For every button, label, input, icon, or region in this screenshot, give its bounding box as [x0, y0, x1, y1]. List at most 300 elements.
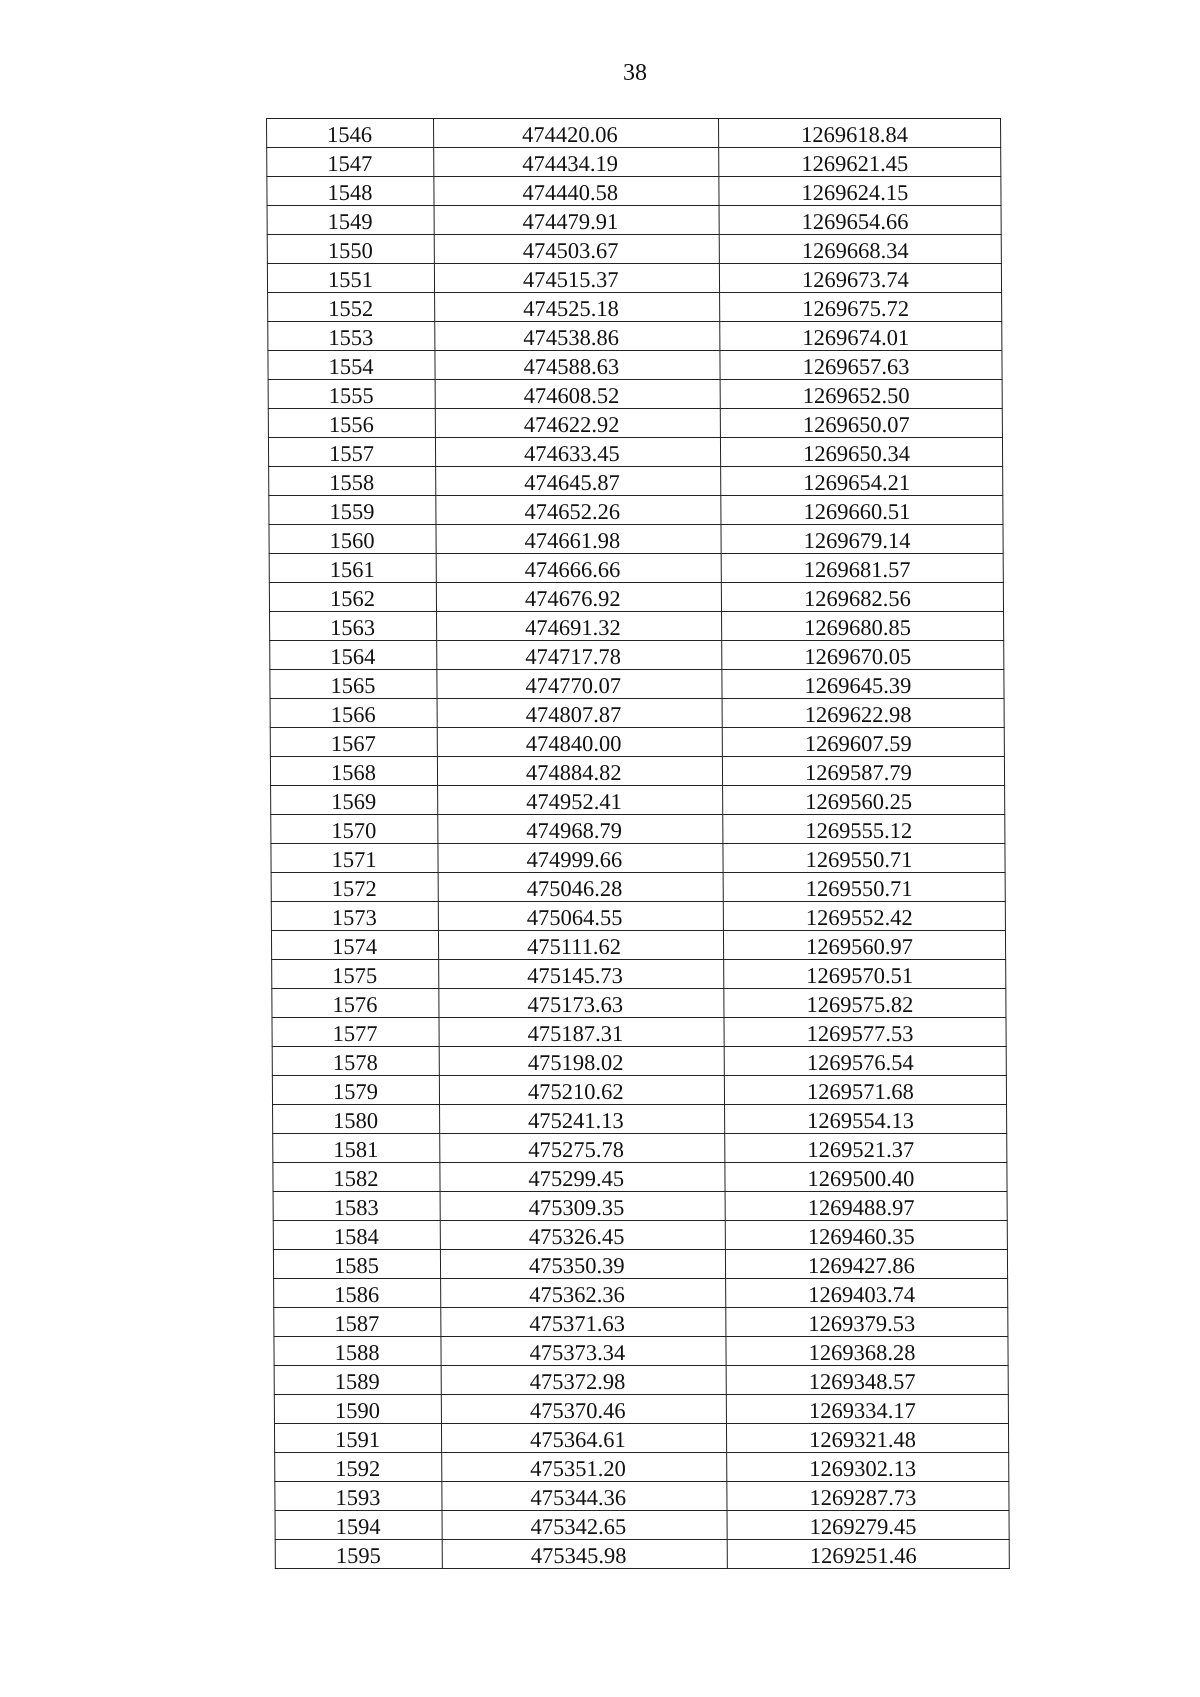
point-number-cell: [275, 1453, 442, 1482]
x-coordinate-text: 475198.02: [527, 1050, 624, 1075]
y-coordinate-cell: [720, 380, 1002, 409]
point-number-text: 1562: [329, 586, 376, 611]
point-number-cell: [273, 1105, 440, 1134]
y-coordinate-text: 1269403.74: [808, 1282, 916, 1307]
point-number-text: 1567: [330, 731, 376, 756]
point-number-text: 1572: [331, 876, 377, 901]
point-number-text: 1591: [334, 1427, 381, 1452]
x-coordinate-cell: [437, 757, 722, 786]
point-number-text: 1557: [328, 441, 375, 466]
table-row: [275, 1453, 1009, 1482]
table-row: [267, 119, 1001, 148]
point-number-text: 1549: [327, 209, 373, 234]
point-number-cell: [267, 177, 434, 206]
point-number-cell: [273, 1192, 440, 1221]
y-coordinate-cell: [726, 1308, 1008, 1337]
point-number-cell: [271, 902, 438, 931]
y-coordinate-text: 1269571.68: [806, 1079, 914, 1104]
table-row: [269, 496, 1003, 525]
x-coordinate-text: 474538.86: [523, 325, 620, 350]
y-coordinate-text: 1269348.57: [808, 1369, 916, 1394]
x-coordinate-cell: [434, 235, 719, 264]
point-number-cell: [269, 467, 436, 496]
x-coordinate-text: 474717.78: [525, 644, 621, 669]
table-row: [270, 641, 1004, 670]
x-coordinate-cell: [437, 670, 722, 699]
point-number-cell: [271, 844, 438, 873]
point-number-text: 1584: [333, 1224, 379, 1249]
table-row: [274, 1366, 1008, 1395]
y-coordinate-cell: [722, 757, 1004, 786]
point-number-cell: [270, 728, 437, 757]
point-number-text: 1587: [334, 1311, 380, 1336]
x-coordinate-text: 474652.26: [524, 499, 621, 524]
y-coordinate-text: 1269657.63: [802, 354, 910, 379]
point-number-cell: [275, 1482, 442, 1511]
y-coordinate-cell: [726, 1424, 1008, 1453]
y-coordinate-text: 1269552.42: [805, 905, 913, 930]
table-row: [273, 1192, 1007, 1221]
point-number-cell: [271, 873, 438, 902]
y-coordinate-text: 1269521.37: [807, 1137, 915, 1162]
point-number-cell: [270, 699, 437, 728]
y-coordinate-cell: [721, 525, 1003, 554]
point-number-text: 1581: [333, 1137, 379, 1162]
y-coordinate-cell: [726, 1337, 1008, 1366]
table-row: [273, 1221, 1007, 1250]
point-number-text: 1559: [329, 499, 375, 524]
x-coordinate-cell: [439, 1076, 724, 1105]
point-number-cell: [268, 409, 435, 438]
table-row: [272, 1047, 1006, 1076]
y-coordinate-cell: [724, 1018, 1006, 1047]
x-coordinate-cell: [441, 1337, 726, 1366]
point-number-cell: [267, 148, 434, 177]
y-coordinate-cell: [719, 119, 1001, 148]
point-number-cell: [272, 989, 439, 1018]
point-number-text: 1563: [330, 615, 376, 640]
y-coordinate-cell: [719, 235, 1001, 264]
x-coordinate-cell: [437, 612, 722, 641]
y-coordinate-text: 1269460.35: [807, 1224, 915, 1249]
y-coordinate-cell: [721, 467, 1003, 496]
y-coordinate-cell: [720, 409, 1002, 438]
y-coordinate-cell: [720, 293, 1002, 322]
table-row: [270, 728, 1004, 757]
point-number-cell: [273, 1163, 440, 1192]
y-coordinate-cell: [721, 583, 1003, 612]
x-coordinate-cell: [440, 1163, 725, 1192]
y-coordinate-text: 1269654.66: [801, 209, 909, 234]
y-coordinate-text: 1269554.13: [807, 1108, 915, 1133]
x-coordinate-text: 474952.41: [526, 789, 622, 814]
point-number-text: 1553: [328, 325, 374, 350]
point-number-cell: [271, 931, 438, 960]
x-coordinate-cell: [436, 525, 721, 554]
point-number-text: 1588: [334, 1340, 380, 1365]
point-number-cell: [269, 496, 436, 525]
x-coordinate-text: 475372.98: [529, 1369, 626, 1394]
y-coordinate-cell: [725, 1221, 1007, 1250]
x-coordinate-text: 474420.06: [522, 122, 618, 147]
point-number-text: 1576: [332, 992, 378, 1017]
point-number-text: 1558: [329, 470, 375, 495]
table-row: [272, 989, 1006, 1018]
x-coordinate-text: 475187.31: [527, 1021, 624, 1046]
y-coordinate-cell: [720, 438, 1002, 467]
x-coordinate-text: 474515.37: [522, 267, 619, 292]
y-coordinate-cell: [727, 1453, 1009, 1482]
x-coordinate-text: 474440.58: [522, 180, 619, 205]
x-coordinate-text: 474525.18: [523, 296, 619, 321]
x-coordinate-cell: [440, 1250, 725, 1279]
table-row: [268, 351, 1002, 380]
y-coordinate-cell: [723, 844, 1005, 873]
y-coordinate-text: 1269679.14: [803, 528, 911, 553]
point-number-text: 1561: [329, 557, 375, 582]
point-number-text: 1556: [328, 412, 374, 437]
x-coordinate-cell: [435, 322, 720, 351]
y-coordinate-text: 1269379.53: [808, 1311, 916, 1336]
y-coordinate-text: 1269302.13: [809, 1456, 917, 1481]
point-number-cell: [274, 1395, 441, 1424]
y-coordinate-cell: [722, 728, 1004, 757]
coordinates-table-body: [267, 119, 1010, 1569]
point-number-cell: [274, 1279, 441, 1308]
x-coordinate-text: 475173.63: [527, 992, 624, 1017]
y-coordinate-text: 1269251.46: [809, 1543, 917, 1568]
x-coordinate-text: 475210.62: [527, 1079, 624, 1104]
x-coordinate-cell: [434, 264, 719, 293]
y-coordinate-text: 1269368.28: [808, 1340, 916, 1365]
table-row: [274, 1279, 1008, 1308]
y-coordinate-text: 1269654.21: [803, 470, 911, 495]
x-coordinate-cell: [440, 1221, 725, 1250]
y-coordinate-text: 1269287.73: [809, 1485, 917, 1510]
y-coordinate-text: 1269550.71: [805, 876, 913, 901]
x-coordinate-text: 475362.36: [529, 1282, 625, 1307]
y-coordinate-cell: [726, 1395, 1008, 1424]
point-number-cell: [271, 815, 438, 844]
point-number-text: 1566: [330, 702, 376, 727]
x-coordinate-cell: [438, 873, 723, 902]
point-number-text: 1547: [327, 151, 373, 176]
point-number-cell: [268, 293, 435, 322]
x-coordinate-cell: [440, 1134, 725, 1163]
x-coordinate-text: 475371.63: [529, 1311, 626, 1336]
point-number-cell: [270, 641, 437, 670]
x-coordinate-cell: [434, 177, 719, 206]
x-coordinate-text: 474503.67: [522, 238, 619, 263]
x-coordinate-text: 474434.19: [522, 151, 618, 176]
table-row: [271, 902, 1005, 931]
point-number-cell: [268, 351, 435, 380]
y-coordinate-text: 1269673.74: [801, 267, 909, 292]
point-number-text: 1564: [330, 644, 376, 669]
point-number-text: 1550: [327, 238, 373, 263]
y-coordinate-text: 1269427.86: [807, 1253, 915, 1278]
x-coordinate-text: 475111.62: [526, 934, 622, 959]
point-number-cell: [271, 786, 438, 815]
y-coordinate-cell: [723, 902, 1005, 931]
x-coordinate-cell: [437, 641, 722, 670]
table-row: [274, 1337, 1008, 1366]
y-coordinate-text: 1269488.97: [807, 1195, 915, 1220]
x-coordinate-cell: [438, 844, 723, 873]
table-row: [269, 583, 1003, 612]
point-number-text: 1594: [335, 1514, 381, 1539]
table-row: [272, 1018, 1006, 1047]
y-coordinate-cell: [722, 699, 1004, 728]
x-coordinate-text: 475344.36: [530, 1485, 627, 1510]
x-coordinate-cell: [442, 1540, 727, 1569]
x-coordinate-text: 475299.45: [528, 1166, 625, 1191]
x-coordinate-text: 474479.91: [522, 209, 619, 234]
x-coordinate-text: 474807.87: [525, 702, 622, 727]
point-number-cell: [270, 670, 437, 699]
x-coordinate-text: 474661.98: [524, 528, 621, 553]
y-coordinate-text: 1269500.40: [807, 1166, 915, 1191]
table-row: [268, 438, 1002, 467]
y-coordinate-text: 1269674.01: [802, 325, 910, 350]
x-coordinate-cell: [437, 728, 722, 757]
point-number-text: 1589: [334, 1369, 380, 1394]
y-coordinate-text: 1269576.54: [806, 1050, 914, 1075]
y-coordinate-text: 1269675.72: [802, 296, 910, 321]
point-number-text: 1575: [332, 963, 378, 988]
point-number-text: 1579: [332, 1079, 379, 1104]
y-coordinate-text: 1269279.45: [809, 1514, 917, 1539]
x-coordinate-cell: [438, 786, 723, 815]
table-row: [267, 148, 1001, 177]
point-number-cell: [275, 1511, 442, 1540]
y-coordinate-cell: [719, 264, 1001, 293]
y-coordinate-cell: [721, 554, 1003, 583]
point-number-cell: [272, 1047, 439, 1076]
point-number-text: 1586: [334, 1282, 380, 1307]
point-number-text: 1580: [333, 1108, 379, 1133]
y-coordinate-cell: [725, 1105, 1007, 1134]
y-coordinate-text: 1269555.12: [805, 818, 913, 843]
x-coordinate-text: 474588.63: [523, 354, 620, 379]
x-coordinate-text: 474999.66: [526, 847, 623, 872]
x-coordinate-cell: [440, 1192, 725, 1221]
y-coordinate-cell: [723, 815, 1005, 844]
table-row: [270, 699, 1004, 728]
table-row: [273, 1105, 1007, 1134]
point-number-text: 1571: [331, 847, 377, 872]
y-coordinate-cell: [725, 1192, 1007, 1221]
y-coordinate-text: 1269682.56: [803, 586, 911, 611]
table-row: [273, 1134, 1007, 1163]
y-coordinate-cell: [727, 1540, 1009, 1569]
table-row: [267, 206, 1001, 235]
x-coordinate-text: 474770.07: [525, 673, 622, 698]
y-coordinate-cell: [722, 670, 1004, 699]
y-coordinate-cell: [727, 1511, 1009, 1540]
table-row: [273, 1250, 1007, 1279]
y-coordinate-cell: [722, 641, 1004, 670]
x-coordinate-cell: [436, 467, 721, 496]
y-coordinate-text: 1269660.51: [803, 499, 911, 524]
y-coordinate-text: 1269670.05: [804, 644, 912, 669]
point-number-cell: [267, 264, 434, 293]
x-coordinate-cell: [439, 1047, 724, 1076]
x-coordinate-cell: [441, 1395, 726, 1424]
y-coordinate-text: 1269681.57: [803, 557, 911, 582]
table-row: [268, 293, 1002, 322]
point-number-text: 1573: [331, 905, 377, 930]
x-coordinate-text: 474691.32: [525, 615, 621, 640]
table-row: [271, 815, 1005, 844]
x-coordinate-cell: [435, 351, 720, 380]
y-coordinate-cell: [724, 1047, 1006, 1076]
point-number-text: 1578: [332, 1050, 378, 1075]
y-coordinate-text: 1269587.79: [804, 760, 912, 785]
x-coordinate-cell: [441, 1279, 726, 1308]
x-coordinate-cell: [436, 496, 721, 525]
point-number-text: 1555: [328, 383, 374, 408]
x-coordinate-cell: [439, 989, 724, 1018]
table-row: [274, 1308, 1008, 1337]
y-coordinate-text: 1269668.34: [801, 238, 909, 263]
y-coordinate-text: 1269650.34: [802, 441, 911, 466]
point-number-text: 1583: [333, 1195, 379, 1220]
point-number-text: 1554: [328, 354, 374, 379]
x-coordinate-cell: [442, 1511, 727, 1540]
x-coordinate-text: 475326.45: [528, 1224, 625, 1249]
table-row: [272, 960, 1006, 989]
coordinates-table: [266, 118, 1010, 1569]
point-number-text: 1548: [327, 180, 373, 205]
x-coordinate-cell: [437, 699, 722, 728]
x-coordinate-text: 474676.92: [524, 586, 621, 611]
point-number-cell: [269, 525, 436, 554]
y-coordinate-text: 1269680.85: [804, 615, 912, 640]
table-row: [269, 554, 1003, 583]
table-row: [268, 322, 1002, 351]
point-number-text: 1551: [327, 267, 374, 292]
y-coordinate-cell: [724, 989, 1006, 1018]
y-coordinate-cell: [722, 612, 1004, 641]
x-coordinate-text: 474968.79: [526, 818, 623, 843]
point-number-cell: [269, 583, 436, 612]
x-coordinate-text: 475275.78: [528, 1137, 625, 1162]
y-coordinate-cell: [719, 177, 1001, 206]
point-number-text: 1592: [335, 1456, 381, 1481]
y-coordinate-cell: [725, 1250, 1007, 1279]
y-coordinate-cell: [720, 351, 1002, 380]
table-row: [269, 525, 1003, 554]
x-coordinate-text: 474622.92: [523, 412, 620, 437]
x-coordinate-cell: [435, 293, 720, 322]
point-number-cell: [272, 1076, 439, 1105]
x-coordinate-cell: [439, 960, 724, 989]
table-row: [272, 1076, 1006, 1105]
point-number-cell: [268, 322, 435, 351]
table-row: [267, 264, 1001, 293]
point-number-cell: [269, 554, 436, 583]
x-coordinate-cell: [442, 1482, 727, 1511]
table-row: [267, 235, 1001, 264]
y-coordinate-cell: [723, 786, 1005, 815]
y-coordinate-cell: [726, 1366, 1008, 1395]
x-coordinate-text: 474633.45: [523, 441, 620, 466]
y-coordinate-text: 1269624.15: [801, 180, 909, 205]
table-row: [275, 1540, 1009, 1569]
x-coordinate-text: 475342.65: [530, 1514, 627, 1539]
x-coordinate-cell: [439, 1018, 724, 1047]
point-number-cell: [272, 960, 439, 989]
x-coordinate-cell: [438, 931, 723, 960]
point-number-text: 1577: [332, 1021, 378, 1046]
y-coordinate-cell: [720, 322, 1002, 351]
point-number-cell: [275, 1540, 442, 1569]
point-number-cell: [267, 206, 434, 235]
y-coordinate-text: 1269321.48: [808, 1427, 917, 1452]
table-row: [268, 380, 1002, 409]
x-coordinate-cell: [441, 1424, 726, 1453]
y-coordinate-cell: [723, 873, 1005, 902]
y-coordinate-cell: [721, 496, 1003, 525]
x-coordinate-cell: [434, 119, 719, 148]
table-row: [271, 786, 1005, 815]
x-coordinate-cell: [435, 438, 720, 467]
y-coordinate-text: 1269550.71: [805, 847, 913, 872]
y-coordinate-text: 1269645.39: [804, 673, 912, 698]
point-number-cell: [267, 119, 434, 148]
y-coordinate-text: 1269577.53: [806, 1021, 914, 1046]
y-coordinate-text: 1269575.82: [806, 992, 914, 1017]
x-coordinate-text: 474840.00: [525, 731, 622, 756]
x-coordinate-text: 474666.66: [524, 557, 621, 582]
page-number: 38: [623, 60, 647, 86]
x-coordinate-cell: [438, 815, 723, 844]
x-coordinate-text: 475145.73: [527, 963, 623, 988]
point-number-cell: [267, 235, 434, 264]
y-coordinate-cell: [725, 1134, 1007, 1163]
point-number-cell: [273, 1221, 440, 1250]
table-row: [267, 177, 1001, 206]
x-coordinate-text: 475351.20: [530, 1456, 626, 1481]
table-row: [275, 1482, 1009, 1511]
x-coordinate-cell: [435, 380, 720, 409]
y-coordinate-text: 1269334.17: [808, 1398, 916, 1423]
y-coordinate-cell: [719, 148, 1001, 177]
point-number-text: 1570: [331, 818, 377, 843]
table-row: [271, 873, 1005, 902]
y-coordinate-text: 1269621.45: [801, 151, 909, 176]
x-coordinate-text: 475046.28: [526, 876, 623, 901]
point-number-cell: [270, 612, 437, 641]
x-coordinate-cell: [441, 1308, 726, 1337]
table-row: [274, 1395, 1008, 1424]
x-coordinate-cell: [441, 1366, 726, 1395]
point-number-text: 1568: [330, 760, 377, 785]
x-coordinate-text: 475370.46: [529, 1398, 626, 1423]
x-coordinate-text: 475309.35: [528, 1195, 625, 1220]
point-number-cell: [268, 380, 435, 409]
x-coordinate-text: 475373.34: [529, 1340, 626, 1365]
table-row: [269, 467, 1003, 496]
point-number-text: 1560: [329, 528, 375, 553]
x-coordinate-cell: [434, 148, 719, 177]
y-coordinate-cell: [726, 1279, 1008, 1308]
table-row: [270, 670, 1004, 699]
point-number-text: 1574: [331, 934, 378, 959]
y-coordinate-cell: [723, 931, 1005, 960]
point-number-cell: [270, 757, 437, 786]
